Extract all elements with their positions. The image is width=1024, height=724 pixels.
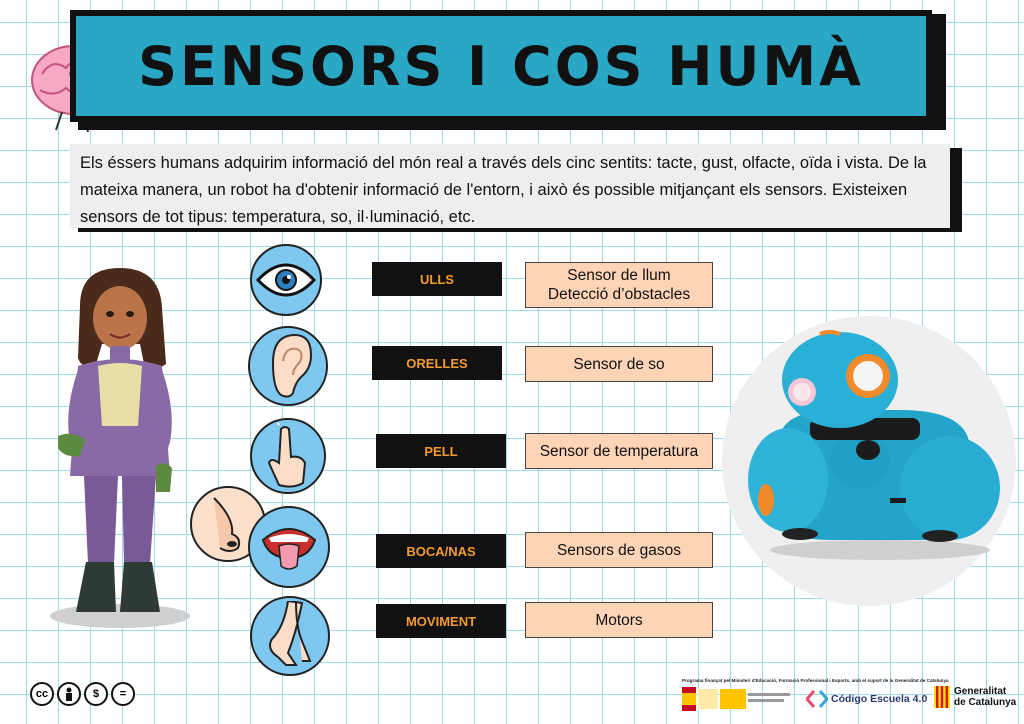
sense-label-ears: ORELLES (372, 346, 502, 380)
robot-illustration (740, 330, 1010, 570)
sensor-text-line: Sensors de gasos (556, 541, 682, 559)
ear-icon (248, 326, 328, 406)
codigo-escuela-mark-icon (806, 690, 828, 708)
sensor-box-movement (525, 602, 713, 638)
codigo-escuela-logo (806, 690, 927, 708)
generalitat-line1: Generalitat (954, 686, 1007, 697)
codigo-escuela-text: Código Escuela 4.0 (831, 693, 928, 705)
sensor-text-line: Detecció d’obstacles (547, 286, 691, 303)
eye-icon (250, 244, 322, 316)
sense-label-eyes: ULLS (372, 262, 502, 296)
sensor-text-line: Motors (595, 611, 643, 629)
page-title: SENSORS I COS HUMÀ (138, 34, 864, 98)
finger-touch-icon (250, 418, 326, 494)
sensor-text-line: Sensor de so (573, 355, 665, 373)
generalitat-logo (934, 686, 1016, 708)
cc-icon: cc (30, 682, 54, 706)
ministry-logo (682, 687, 792, 711)
legs-icon (250, 596, 330, 676)
mouth-tongue-icon (248, 506, 330, 588)
sensor-text-line: Sensor de temperatura (539, 442, 699, 460)
title-banner (70, 10, 932, 122)
sensor-text-line: Sensor de llum (567, 267, 671, 284)
sense-label-movement: MOVIMENT (376, 604, 506, 638)
generalitat-flag-icon (934, 686, 950, 708)
intro-paragraph: Els éssers humans adquirim informació del món real a través dels cinc sentits: tacte, gust, olfacte, oïda i vista. De la mateixa manera, un robot ha d'obtenir informació de l'entorn, i això és possible mitjançant els sensors. Existeixen sensors de tot tipus: temperatura, so, il·luminació, etc. (70, 144, 950, 228)
character-illustration (40, 266, 200, 636)
generalitat-line2: de Catalunya (954, 697, 1017, 708)
cc-license-badges (30, 682, 138, 706)
sensor-box-skin (525, 433, 713, 469)
nd-icon: = (111, 682, 135, 706)
sensor-box-mouth-nose (525, 532, 713, 568)
by-icon (57, 682, 81, 706)
sense-label-mouth-nose: BOCA/NAS (376, 534, 506, 568)
sensor-box-ears (525, 346, 713, 382)
sense-label-skin: PELL (376, 434, 506, 468)
sensor-box-eyes (525, 262, 713, 308)
nc-icon: $ (84, 682, 108, 706)
funding-note: Programa finançat pel Ministeri d'Educació, Formació Professional i Esports, amb el suport de la Generalitat de Catalunya (682, 678, 949, 683)
